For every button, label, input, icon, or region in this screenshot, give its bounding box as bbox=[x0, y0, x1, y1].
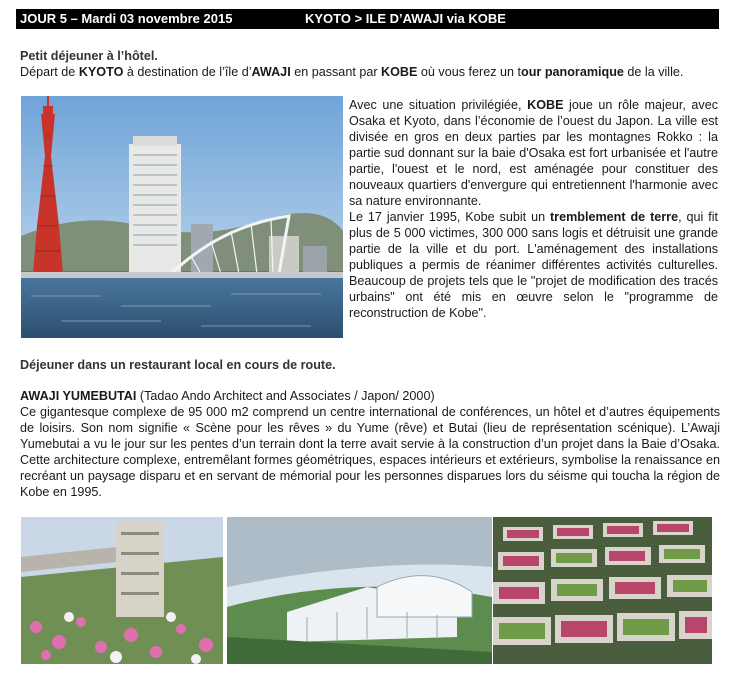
lunch-line: Déjeuner dans un restaurant local en cours de route. bbox=[20, 358, 336, 372]
awaji-title-line bbox=[20, 388, 720, 404]
kyoto-label: KYOTO bbox=[78, 65, 124, 79]
breakfast-line: Petit déjeuner à l’hôtel. bbox=[20, 49, 158, 63]
kobe-port-illustration bbox=[21, 96, 343, 338]
earthquake-label: tremblement de terre bbox=[549, 210, 679, 224]
tour-label: our panoramique bbox=[521, 65, 624, 79]
kobe-port-photo bbox=[21, 96, 343, 338]
kobe-description bbox=[349, 97, 718, 321]
day-header bbox=[16, 9, 719, 29]
intro-section bbox=[20, 48, 720, 80]
awaji-complex-photo bbox=[227, 517, 492, 664]
kobe-paragraph-2: Le 17 janvier 1995, Kobe subit un tremblement de terre, qui fit plus de 5 000 victimes, 300 000 sans logis et détruisit une grande partie de la ville et du port. L'aménagement des installations publiques a permis de réanimer différentes activités culturelles. Beaucoup de projets tels que le "projet de modification des tracés urbains" ont été mis en œuvre selon le "programme de reconstruction de Kobe". bbox=[349, 210, 718, 320]
departure-line: Départ de KYOTO à destination de l’île d’AWAJI en passant par KOBE où vous ferez un tour panoramique de la ville. bbox=[20, 65, 684, 79]
kobe-paragraph-1: Avec une situation privilégiée, KOBE joue un rôle majeur, avec Osaka et Kyoto, dans l’économie de l’ouest du Japon. La ville est divisée en gros en deux parties par les montagnes Rokko : la partie sud donnant sur la baie d'Osaka est fort urbanisée et l'autre partie, l'ouest et le nord, est aménagée pour constituer des nouveaux quartiers d'envergure qui entretiennent l'harmonie avec sa nature environnante. bbox=[349, 98, 718, 208]
awaji-section bbox=[20, 388, 720, 500]
kobe-label: KOBE bbox=[381, 65, 418, 79]
awaji-subtitle: (Tadao Ando Architect and Associates / Japon/ 2000) bbox=[136, 389, 435, 403]
awaji-terraces-photo bbox=[493, 517, 712, 664]
awaji-title: AWAJI YUMEBUTAI bbox=[20, 389, 137, 403]
day-title: JOUR 5 – Mardi 03 novembre 2015 bbox=[20, 11, 233, 26]
kobe-name: KOBE bbox=[527, 98, 564, 112]
awaji-flowers-photo bbox=[21, 517, 223, 664]
awaji-body: Ce gigantesque complexe de 95 000 m2 comprend un centre international de conférences, un hôtel et d’autres équipements de loisirs. Son nom signifie « Scène pour les rêves » du Yume (rêve) et Butai (lieu de représentation scénique). L’Awaji Yumebutai a vu le jour sur les pentes d’un terrain dont la terre avait servie à la construction d’un projet dans la Baie d’Osaka. Cette architecture complexe, entremêlant formes géométriques, espaces intérieurs et extérieurs, symbolise la renaissance en recréant un paysage disparu et en servant de mémorial pour les personnes disparues lors du séisme qui toucha la région de Kobe en 1995. bbox=[20, 405, 720, 499]
awaji-label: AWAJI bbox=[251, 65, 291, 79]
route-title: KYOTO > ILE D’AWAJI via KOBE bbox=[305, 11, 506, 26]
